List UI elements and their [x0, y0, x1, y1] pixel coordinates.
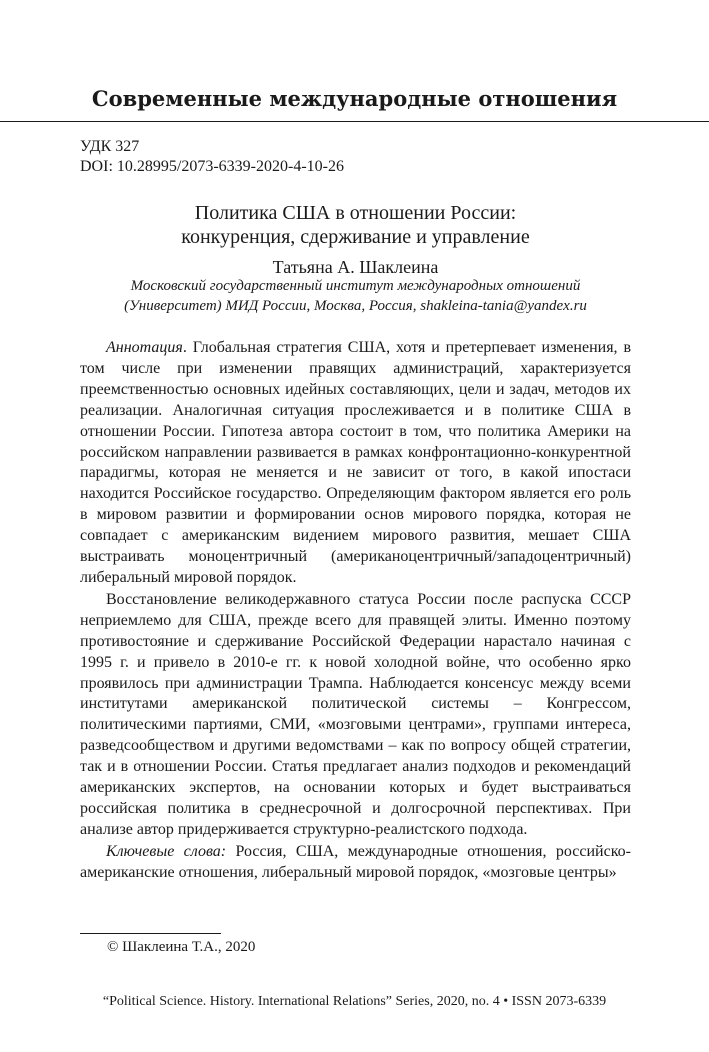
udk-line: УДК 327 — [80, 138, 140, 155]
page-footer: “Political Science. History. International Relations” Series, 2020, no. 4 • ISSN 2073-6339 — [102, 994, 607, 1009]
abstract-section — [80, 338, 631, 884]
abstract-label: Аннотация — [106, 339, 183, 356]
abstract-text-1: . Глобальная стратегия США, хотя и претерпевает изменения, в том числе при изменении правящих администраций, характеризуется преемственностью основных идейных составляющих, цели и задач, методов их реализации. Аналогичная ситуация прослеживается и в политике США в отношении России. Гипотеза автора состоит в том, что политика Америки на российском направлении развивается в рамках конфронтационно-конкурентной парадигмы, которая не меняется и не зависит от того, в какой ипостаси находится Российское государство. Определяющим фактором является его роль в мировом развитии и формировании основ мирового порядка, которая не совпадает с американским видением мирового развития, мешает США выстраивать моноцентричный (американоцентричный/западоцентричный) либеральный мировой порядок. — [80, 339, 631, 586]
header-divider — [0, 121, 709, 122]
title-line-2: конкуренция, сдерживание и управление — [181, 226, 530, 248]
affiliation-line-2: (Университет) МИД России, Москва, Россия, shakleina-tania@yandex.ru — [124, 298, 587, 314]
footnote-divider — [80, 933, 221, 934]
author-name: Татьяна А. Шаклеина — [272, 257, 439, 277]
title-line-1: Политика США в отношении России: — [194, 202, 517, 224]
keywords-paragraph — [80, 842, 631, 884]
keywords-label: Ключевые слова: — [106, 842, 227, 860]
doi-line: DOI: 10.28995/2073-6339-2020-4-10-26 — [80, 158, 344, 175]
copyright-notice: © Шаклеина Т.А., 2020 — [107, 939, 256, 955]
affiliation-line-1: Московский государственный институт международных отношений — [130, 278, 581, 294]
article-meta — [80, 137, 344, 177]
article-title — [80, 201, 631, 249]
abstract-paragraph-1 — [80, 338, 631, 589]
journal-header: Современные международные отношения — [91, 86, 618, 111]
author-affiliation — [80, 276, 631, 316]
abstract-paragraph-2: Восстановление великодержавного статуса России после распуска СССР неприемлемо для США, прежде всего для правящей элиты. Именно поэтому противостояние и сдерживание Российской Федерации нарастало начиная с 1995 г. и привело в 2010-е гг. к новой холодной войне, что особенно ярко проявилось при администрации Трампа. Наблюдается консенсус между всеми институтами американской политической системы – Конгрессом, политическими партиями, СМИ, «мозговыми центрами», группами интереса, разведсообществом и другими ведомствами – как по вопросу общей стратегии, так и в отношении России. Статья предлагает анализ подходов и рекомендаций американских экспертов, на основании которых и будет выстраиваться российская политика в среднесрочной и долгосрочной перспективах. При анализе автор придерживается структурно-реалистского подхода. — [80, 590, 631, 838]
keywords-text: Россия, США, международные отношения, российско-американские отношения, либеральный мировой порядок, «мозговые центры» — [80, 842, 632, 881]
